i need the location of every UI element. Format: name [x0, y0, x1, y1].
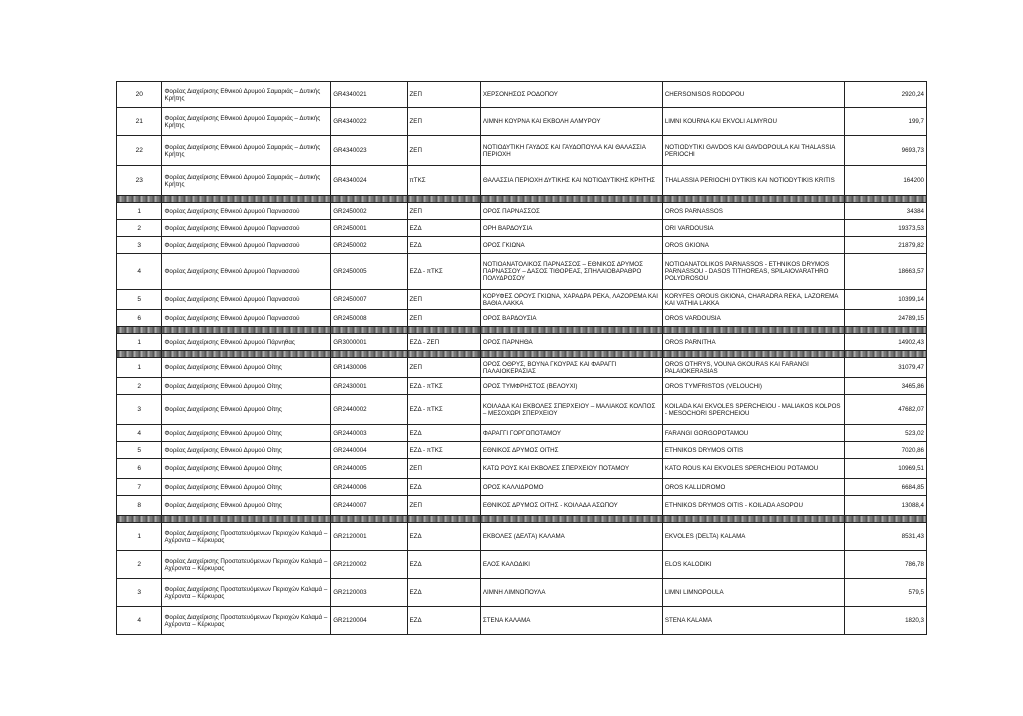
- separator-cell: [331, 327, 407, 334]
- site-name-latin: OROS TYMFRISTOS (VELOUCHI): [662, 378, 844, 395]
- site-area: 2920,24: [844, 82, 926, 108]
- row-number: 2: [117, 220, 162, 237]
- separator-cell: [117, 196, 162, 203]
- management-body: Φορέας Διαχείρισης Εθνικού Δρυμού Οίτης: [162, 479, 331, 496]
- table-row: [117, 551, 927, 579]
- site-type: ΖΕΠ: [407, 358, 480, 378]
- management-body: Φορέας Διαχείρισης Προστατευόμενων Περιοχών Καλαμά – Αχέροντα – Κέρκυρας: [162, 523, 331, 551]
- site-name-greek: ΧΕΡΣΟΝΗΣΟΣ ΡΟΔΟΠΟΥ: [480, 82, 662, 108]
- site-name-greek: ΚΟΡΥΦΕΣ ΟΡΟΥΣ ΓΚΙΩΝΑ, ΧΑΡΑΔΡΑ ΡΕΚΑ, ΛΑΖΟΡΕΜΑ ΚΑΙ ΒΑΘΙΑ ΛΑΚΚΑ: [480, 290, 662, 310]
- management-body: Φορέας Διαχείρισης Εθνικού Δρυμού Σαμαριάς – Δυτικής Κρήτης: [162, 136, 331, 166]
- management-body: Φορέας Διαχείρισης Εθνικού Δρυμού Σαμαριάς – Δυτικής Κρήτης: [162, 166, 331, 196]
- site-area: 6684,85: [844, 479, 926, 496]
- separator-cell: [844, 516, 926, 523]
- site-name-greek: ΟΡΟΣ ΠΑΡΝΗΘΑ: [480, 334, 662, 351]
- site-type: ΕΖΔ: [407, 579, 480, 607]
- site-name-greek: ΕΚΒΟΛΕΣ (ΔΕΛΤΑ) ΚΑΛΑΜΑ: [480, 523, 662, 551]
- site-code: GR2120003: [331, 579, 407, 607]
- site-type: πΤΚΣ: [407, 166, 480, 196]
- row-number: 20: [117, 82, 162, 108]
- site-code: GR3000001: [331, 334, 407, 351]
- site-code: GR2120001: [331, 523, 407, 551]
- site-name-latin: OROS GKIONA: [662, 237, 844, 254]
- management-body: Φορέας Διαχείρισης Προστατευόμενων Περιοχών Καλαμά – Αχέροντα – Κέρκυρας: [162, 607, 331, 635]
- table-row: [117, 203, 927, 220]
- site-area: 31079,47: [844, 358, 926, 378]
- separator-cell: [480, 516, 662, 523]
- site-name-latin: KORYFES OROUS GKIONA, CHARADRA REKA, LAZOREMA KAI VATHIA LAKKA: [662, 290, 844, 310]
- site-name-greek: ΟΡΟΣ ΤΥΜΦΡΗΣΤΟΣ (ΒΕΛΟΥΧΙ): [480, 378, 662, 395]
- site-code: GR2430001: [331, 378, 407, 395]
- site-name-greek: ΟΡΟΣ ΚΑΛΛΙΔΡΟΜΟ: [480, 479, 662, 496]
- table-row: [117, 166, 927, 196]
- management-body: Φορέας Διαχείρισης Εθνικού Δρυμού Παρνασσού: [162, 203, 331, 220]
- table-row: [117, 290, 927, 310]
- site-name-latin: FARANGI GORGOPOTAMOU: [662, 425, 844, 442]
- table-row: [117, 607, 927, 635]
- site-name-latin: KOILADA KAI EKVOLES SPERCHEIOU - MALIAKOS KOLPOS - MESOCHORI SPERCHEIOU: [662, 395, 844, 425]
- section-separator: [117, 196, 927, 203]
- site-area: 199,7: [844, 108, 926, 136]
- site-name-greek: ΕΘΝΙΚΟΣ ΔΡΥΜΟΣ ΟΙΤΗΣ: [480, 442, 662, 459]
- site-area: 786,78: [844, 551, 926, 579]
- row-number: 3: [117, 395, 162, 425]
- site-name-latin: EKVOLES (DELTA) KALAMA: [662, 523, 844, 551]
- site-name-greek: ΟΡΗ ΒΑΡΔΟΥΣΙΑ: [480, 220, 662, 237]
- row-number: 4: [117, 425, 162, 442]
- site-code: GR2440007: [331, 496, 407, 516]
- site-area: 9693,73: [844, 136, 926, 166]
- section-separator: [117, 327, 927, 334]
- site-name-latin: NOTIODYTIKI GAVDOS KAI GAVDOPOULA KAI THALASSIA PERIOCHI: [662, 136, 844, 166]
- separator-cell: [662, 196, 844, 203]
- management-body: Φορέας Διαχείρισης Εθνικού Δρυμού Οίτης: [162, 395, 331, 425]
- row-number: 3: [117, 579, 162, 607]
- separator-cell: [117, 327, 162, 334]
- separator-cell: [331, 516, 407, 523]
- site-type: ΖΕΠ: [407, 203, 480, 220]
- separator-cell: [162, 327, 331, 334]
- site-area: 14902,43: [844, 334, 926, 351]
- site-area: 13088,4: [844, 496, 926, 516]
- site-name-greek: ΣΤΕΝΑ ΚΑΛΑΜΑ: [480, 607, 662, 635]
- site-name-latin: ETHNIKOS DRYMOS OITIS: [662, 442, 844, 459]
- site-type: ΕΖΔ: [407, 479, 480, 496]
- separator-cell: [117, 351, 162, 358]
- site-name-greek: ΚΟΙΛΑΔΑ ΚΑΙ ΕΚΒΟΛΕΣ ΣΠΕΡΧΕΙΟΥ – ΜΑΛΙΑΚΟΣ ΚΟΛΠΟΣ – ΜΕΣΟΧΩΡΙ ΣΠΕΡΧΕΙΟΥ: [480, 395, 662, 425]
- site-code: GR1430006: [331, 358, 407, 378]
- row-number: 1: [117, 334, 162, 351]
- site-type: ΕΖΔ - πΤΚΣ: [407, 442, 480, 459]
- site-name-latin: KATO ROUS KAI EKVOLES SPERCHEIOU POTAMOU: [662, 459, 844, 479]
- separator-cell: [662, 516, 844, 523]
- row-number: 8: [117, 496, 162, 516]
- site-area: 579,5: [844, 579, 926, 607]
- site-area: 19373,53: [844, 220, 926, 237]
- site-type: ΕΖΔ - πΤΚΣ: [407, 254, 480, 290]
- site-name-greek: ΝΟΤΙΟΑΝΑΤΟΛΙΚΟΣ ΠΑΡΝΑΣΣΟΣ – ΕΘΝΙΚΟΣ ΔΡΥΜΟΣ ΠΑΡΝΑΣΣΟΥ – ΔΑΣΟΣ ΤΙΘΟΡΕΑΣ, ΣΠΗΛΑΙΟΒΑΡΑΘΡΟ ΠΟΛΥΔΡΟΣΟΥ: [480, 254, 662, 290]
- management-body: Φορέας Διαχείρισης Προστατευόμενων Περιοχών Καλαμά – Αχέροντα – Κέρκυρας: [162, 579, 331, 607]
- site-code: GR2450002: [331, 203, 407, 220]
- site-area: 10399,14: [844, 290, 926, 310]
- table-row: [117, 496, 927, 516]
- table-row: [117, 479, 927, 496]
- table-row: [117, 254, 927, 290]
- site-code: GR2440005: [331, 459, 407, 479]
- site-name-greek: ΟΡΟΣ ΓΚΙΩΝΑ: [480, 237, 662, 254]
- site-code: GR2450008: [331, 310, 407, 327]
- table-row: [117, 136, 927, 166]
- table-row: [117, 442, 927, 459]
- management-body: Φορέας Διαχείρισης Εθνικού Δρυμού Οίτης: [162, 496, 331, 516]
- site-type: ΕΖΔ - πΤΚΣ: [407, 395, 480, 425]
- site-name-greek: ΟΡΟΣ ΒΑΡΔΟΥΣΙΑ: [480, 310, 662, 327]
- separator-cell: [162, 351, 331, 358]
- separator-cell: [844, 351, 926, 358]
- row-number: 4: [117, 254, 162, 290]
- table-row: [117, 358, 927, 378]
- management-body: Φορέας Διαχείρισης Εθνικού Δρυμού Παρνασσού: [162, 254, 331, 290]
- site-name-latin: CHERSONISOS RODOPOU: [662, 82, 844, 108]
- separator-cell: [480, 196, 662, 203]
- table-row: [117, 108, 927, 136]
- row-number: 6: [117, 459, 162, 479]
- separator-cell: [331, 196, 407, 203]
- table-row: [117, 395, 927, 425]
- site-type: ΖΕΠ: [407, 310, 480, 327]
- site-name-latin: OROS PARNASSOS: [662, 203, 844, 220]
- site-type: ΕΖΔ - πΤΚΣ: [407, 378, 480, 395]
- management-body: Φορέας Διαχείρισης Εθνικού Δρυμού Οίτης: [162, 378, 331, 395]
- management-body: Φορέας Διαχείρισης Εθνικού Δρυμού Οίτης: [162, 425, 331, 442]
- separator-cell: [844, 327, 926, 334]
- table-row: [117, 237, 927, 254]
- site-name-latin: LIMNI KOURNA KAI EKVOLI ALMYROU: [662, 108, 844, 136]
- separator-cell: [331, 351, 407, 358]
- table-row: [117, 459, 927, 479]
- row-number: 1: [117, 358, 162, 378]
- site-area: 8531,43: [844, 523, 926, 551]
- row-number: 7: [117, 479, 162, 496]
- separator-cell: [407, 351, 480, 358]
- management-body: Φορέας Διαχείρισης Εθνικού Δρυμού Παρνασσού: [162, 290, 331, 310]
- separator-cell: [162, 516, 331, 523]
- row-number: 21: [117, 108, 162, 136]
- site-type: ΖΕΠ: [407, 459, 480, 479]
- site-name-latin: LIMNI LIMNOPOULA: [662, 579, 844, 607]
- site-name-greek: ΚΑΤΩ ΡΟΥΣ ΚΑΙ ΕΚΒΟΛΕΣ ΣΠΕΡΧΕΙΟΥ ΠΟΤΑΜΟΥ: [480, 459, 662, 479]
- site-code: GR4340024: [331, 166, 407, 196]
- site-type: ΕΖΔ: [407, 220, 480, 237]
- site-name-greek: ΝΟΤΙΟΔΥΤΙΚΗ ΓΑΥΔΟΣ ΚΑΙ ΓΑΥΔΟΠΟΥΛΑ ΚΑΙ ΘΑΛΑΣΣΙΑ ΠΕΡΙΟΧΗ: [480, 136, 662, 166]
- site-area: 21879,82: [844, 237, 926, 254]
- management-body: Φορέας Διαχείρισης Εθνικού Δρυμού Σαμαριάς – Δυτικής Κρήτης: [162, 108, 331, 136]
- site-type: ΖΕΠ: [407, 136, 480, 166]
- separator-cell: [480, 327, 662, 334]
- management-body: Φορέας Διαχείρισης Εθνικού Δρυμού Παρνασσού: [162, 220, 331, 237]
- site-code: GR4340023: [331, 136, 407, 166]
- row-number: 2: [117, 551, 162, 579]
- separator-cell: [407, 196, 480, 203]
- management-body: Φορέας Διαχείρισης Προστατευόμενων Περιοχών Καλαμά – Αχέροντα – Κέρκυρας: [162, 551, 331, 579]
- separator-cell: [844, 196, 926, 203]
- table-row: [117, 82, 927, 108]
- site-area: 18663,57: [844, 254, 926, 290]
- site-area: 24789,15: [844, 310, 926, 327]
- table-row: [117, 310, 927, 327]
- site-area: 523,02: [844, 425, 926, 442]
- separator-cell: [407, 516, 480, 523]
- separator-cell: [162, 196, 331, 203]
- table-row: [117, 425, 927, 442]
- management-body: Φορέας Διαχείρισης Εθνικού Δρυμού Παρνασσού: [162, 310, 331, 327]
- site-type: ΕΖΔ: [407, 607, 480, 635]
- separator-cell: [480, 351, 662, 358]
- site-name-greek: ΦΑΡΑΓΓΙ ΓΟΡΓΟΠΟΤΑΜΟΥ: [480, 425, 662, 442]
- site-type: ΖΕΠ: [407, 108, 480, 136]
- site-area: 10969,51: [844, 459, 926, 479]
- site-name-greek: ΕΘΝΙΚΟΣ ΔΡΥΜΟΣ ΟΙΤΗΣ - ΚΟΙΛΑΔΑ ΑΣΩΠΟΥ: [480, 496, 662, 516]
- site-name-latin: OROS PARNITHA: [662, 334, 844, 351]
- site-code: GR2120002: [331, 551, 407, 579]
- management-body: Φορέας Διαχείρισης Εθνικού Δρυμού Σαμαριάς – Δυτικής Κρήτης: [162, 82, 331, 108]
- site-type: ΖΕΠ: [407, 290, 480, 310]
- row-number: 5: [117, 290, 162, 310]
- row-number: 3: [117, 237, 162, 254]
- site-code: GR4340022: [331, 108, 407, 136]
- site-name-greek: ΕΛΟΣ ΚΑΛΟΔΙΚΙ: [480, 551, 662, 579]
- row-number: 5: [117, 442, 162, 459]
- site-name-latin: ELOS KALODIKI: [662, 551, 844, 579]
- site-code: GR2450001: [331, 220, 407, 237]
- separator-cell: [117, 516, 162, 523]
- site-code: GR2440004: [331, 442, 407, 459]
- site-name-latin: OROS KALLIDROMO: [662, 479, 844, 496]
- site-name-greek: ΛΙΜΝΗ ΚΟΥΡΝΑ ΚΑΙ ΕΚΒΟΛΗ ΑΛΜΥΡΟΥ: [480, 108, 662, 136]
- site-name-greek: ΟΡΟΣ ΟΘΡΥΣ, ΒΟΥΝΑ ΓΚΟΥΡΑΣ ΚΑΙ ΦΑΡΑΓΓΙ ΠΑΛΑΙΟΚΕΡΑΣΙΑΣ: [480, 358, 662, 378]
- site-name-latin: STENA KALAMA: [662, 607, 844, 635]
- table-row: [117, 523, 927, 551]
- site-code: GR2450002: [331, 237, 407, 254]
- table-row: [117, 378, 927, 395]
- separator-cell: [662, 327, 844, 334]
- site-type: ΕΖΔ: [407, 237, 480, 254]
- management-body: Φορέας Διαχείρισης Εθνικού Δρυμού Παρνασσού: [162, 237, 331, 254]
- site-name-latin: OROS OTHRYS, VOUNA GKOURAS KAI FARANGI PALAIOKERASIAS: [662, 358, 844, 378]
- site-code: GR2440003: [331, 425, 407, 442]
- table-row: [117, 579, 927, 607]
- site-type: ΕΖΔ - ΖΕΠ: [407, 334, 480, 351]
- site-type: ΖΕΠ: [407, 82, 480, 108]
- table-body: [117, 82, 927, 635]
- site-area: 7020,86: [844, 442, 926, 459]
- site-area: 1820,3: [844, 607, 926, 635]
- row-number: 1: [117, 203, 162, 220]
- site-type: ΖΕΠ: [407, 496, 480, 516]
- row-number: 23: [117, 166, 162, 196]
- site-name-greek: ΟΡΟΣ ΠΑΡΝΑΣΣΟΣ: [480, 203, 662, 220]
- separator-cell: [407, 327, 480, 334]
- table-row: [117, 220, 927, 237]
- site-code: GR2450005: [331, 254, 407, 290]
- site-type: ΕΖΔ: [407, 425, 480, 442]
- site-code: GR2440002: [331, 395, 407, 425]
- site-code: GR4340021: [331, 82, 407, 108]
- site-area: 3465,86: [844, 378, 926, 395]
- row-number: 1: [117, 523, 162, 551]
- protected-areas-table: [116, 81, 927, 635]
- site-area: 34384: [844, 203, 926, 220]
- site-code: GR2440006: [331, 479, 407, 496]
- site-area: 164200: [844, 166, 926, 196]
- row-number: 22: [117, 136, 162, 166]
- site-name-latin: OROS VARDOUSIA: [662, 310, 844, 327]
- separator-cell: [662, 351, 844, 358]
- site-name-latin: ORI VARDOUSIA: [662, 220, 844, 237]
- site-name-greek: ΘΑΛΑΣΣΙΑ ΠΕΡΙΟΧΗ ΔΥΤΙΚΗΣ ΚΑΙ ΝΟΤΙΟΔΥΤΙΚΗΣ ΚΡΗΤΗΣ: [480, 166, 662, 196]
- row-number: 4: [117, 607, 162, 635]
- site-type: ΕΖΔ: [407, 551, 480, 579]
- table-row: [117, 334, 927, 351]
- site-code: GR2450007: [331, 290, 407, 310]
- section-separator: [117, 516, 927, 523]
- site-name-latin: ETHNIKOS DRYMOS OITIS - KOILADA ASOPOU: [662, 496, 844, 516]
- row-number: 2: [117, 378, 162, 395]
- management-body: Φορέας Διαχείρισης Εθνικού Δρυμού Οίτης: [162, 459, 331, 479]
- site-name-latin: THALASSIA PERIOCHI DYTIKIS KAI NOTIODYTIKIS KRITIS: [662, 166, 844, 196]
- site-name-greek: ΛΙΜΝΗ ΛΙΜΝΟΠΟΥΛΑ: [480, 579, 662, 607]
- management-body: Φορέας Διαχείρισης Εθνικού Δρυμού Οίτης: [162, 358, 331, 378]
- management-body: Φορέας Διαχείρισης Εθνικού Δρυμού Οίτης: [162, 442, 331, 459]
- site-type: ΕΖΔ: [407, 523, 480, 551]
- section-separator: [117, 351, 927, 358]
- site-area: 47682,07: [844, 395, 926, 425]
- management-body: Φορέας Διαχείρισης Εθνικού Δρυμού Πάρνηθας: [162, 334, 331, 351]
- row-number: 6: [117, 310, 162, 327]
- site-code: GR2120004: [331, 607, 407, 635]
- site-name-latin: NOTIOANATOLIKOS PARNASSOS - ETHNIKOS DRYMOS PARNASSOU - DASOS TITHOREAS, SPILAIOVARATHRO POLYDROSOU: [662, 254, 844, 290]
